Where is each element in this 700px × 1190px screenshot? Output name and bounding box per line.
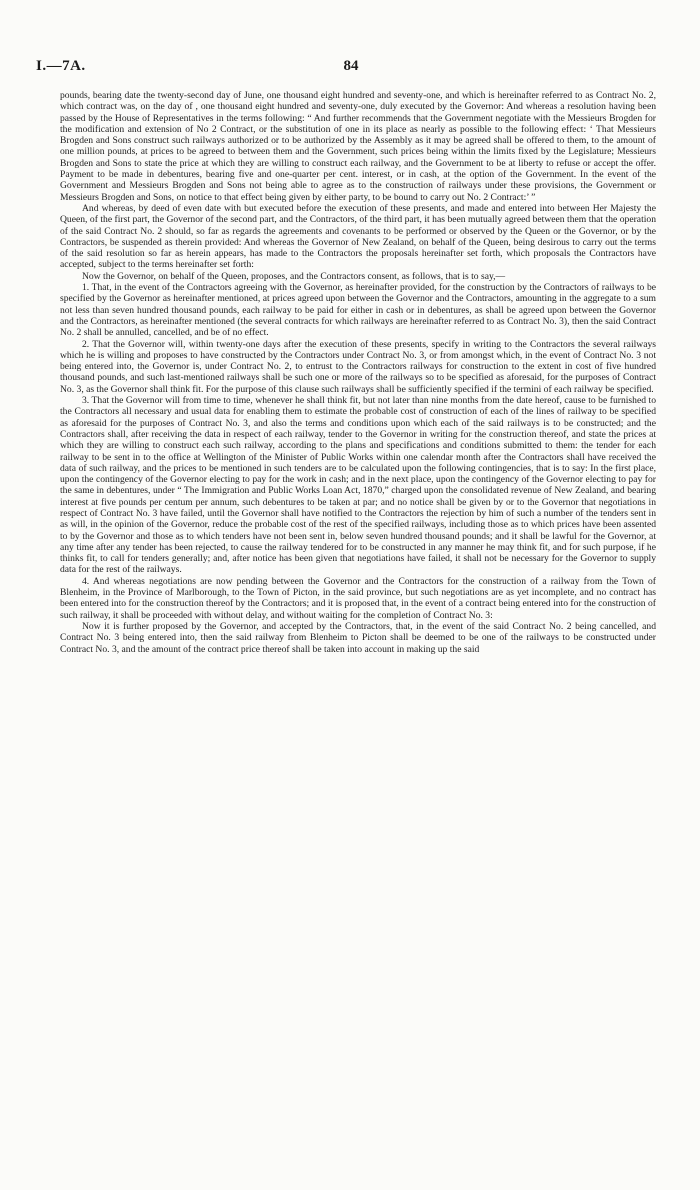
paragraph-clause-3: 3. That the Governor will from time to time, whenever he shall think fit, but not later than nine months from the date hereof, cause to be furnished to the Contractors all necessary and usual data for enabling them to estimate the probable cost of construction of each of the lines of railway to be specified as aforesaid for the purposes of Contract No. 3, and also the terms and conditions upon which each of the said railways is to be constructed; and the Contractors shall, after receiving the data in respect of each railway, tender to the Governor in writing for the construction thereof, and state the prices at which they are willing to construct each such railway, according to the plans and specifications and conditions submitted to them: the tender for each railway to be sent in to the office at Wellington of the Minister of Public Works within one calendar month after the Contractors shall have received the data of such railway, and the prices to be mentioned in such tenders are to be calculated upon the following contingencies, that is to say: In the first place, upon the contingency of the Governor electing to pay for the work in cash; and in the next place, upon the contingency of the Governor electing to pay for the same in debentures, under “ The Immigration and Public Works Loan Act, 1870,” charged upon the consolidated revenue of New Zealand, and bearing interest at five pounds per centum per annum, such debentures to be taken at par; and no notice shall be given by or to the Governor that negotiations in respect of Contract No. 3 have failed, until the Governor shall have notified to the Contractors the rejection by him of such a number of the tenders sent in as will, in the opinion of the Governor, reduce the probable cost of the rest of the specified railways, including those as to which prices have been assented to by the Governor and those as to which tenders have not been sent in, below seven hundred thousand pounds; and it shall be lawful for the Governor, at any time after any tender has been rejected, to cause the railway tendered for to be constructed in any manner he may think fit, and for such purpose, if he thinks fit, to call for tenders generally; and, after notice has been given that negotiations have failed, it shall not be necessary for the Governor to supply data for the rest of the railways. [60,395,656,576]
paragraph-continuation: pounds, bearing date the twenty-second day of June, one thousand eight hundred and seventy-one, and which is hereinafter referred to as Contract No. 2, which contract was, on the day of , one thousand eight hundred and seventy-one, duly executed by the Governor: And whereas a resolution having been passed by the House of Representatives in the terms following: “ And further recommends that the Government negotiate with the Messieurs Brogden for the modification and extension of No 2 Contract, or the substitution of one in its place as nearly as possible to the following effect: ‘ That Messieurs Brogden and Sons construct such railways authorized or to be authorized by the Assembly as it may be agreed shall be offered to them, to the amount of one million pounds, at prices to be agreed to between them and the Government, such prices being within the limits fixed by the Legislature; Messieurs Brogden and Sons to state the price at which they are willing to construct each railway, and the Government to be at liberty to refuse or accept the offer. Payment to be made in debentures, bearing five and one-quarter per cent. interest, or in cash, at the option of the Government. In the event of the Government and Messieurs Brogden and Sons not being able to agree as to the construction of railways under these provisions, the Government or Messieurs Brogden and Sons, on notice to that effect being given by either party, to be bound to carry out No. 2 Contract:’ ” [60,90,656,203]
document-body [60,90,656,655]
paragraph-now-governor: Now the Governor, on behalf of the Queen, proposes, and the Contractors consent, as follows, that is to say,— [82,270,506,282]
paragraph-now-further: Now it is further proposed by the Governor, and accepted by the Contractors, that, in the event of the said Contract No. 2 being cancelled, and Contract No. 3 being entered into, then the said railway from Blenheim to Picton shall be deemed to be one of the railways to be constructed under Contract No. 3, and the amount of the contract price thereof shall be taken into account in making up the said [60,620,656,655]
paragraph-clause-4: 4. And whereas negotiations are now pending between the Governor and the Contractors for the construction of a railway from the Town of Blenheim, in the Province of Marlborough, to the Town of Picton, in the said province, but such negotiations are as yet incomplete, and no contract has been entered into for the construction thereof by the Contractors; and it is proposed that, in the event of a contract being entered into for the construction of such railway, it shall be proceeded with without delay, and without waiting for the completion of Contract No. 3: [60,575,656,621]
paragraph-whereas-deed: And whereas, by deed of even date with but executed before the execution of these presents, and made and entered into between Her Majesty the Queen, of the first part, the Governor of the second part, and the Contractors, of the third part, it has been mutually agreed between them that the operation of the said Contract No. 2 should, so far as regards the agreements and covenants to be performed or observed by the Queen or the Governor, or by the Contractors, be suspended as therein provided: And whereas the Governor of New Zealand, on behalf of the Queen, being desirous to carry out the terms of the said resolution so far as herein appears, has made to the Contractors the proposals hereinafter set forth, which proposals the Contractors have accepted, subject to the terms hereinafter set forth: [60,202,656,271]
page-number: 84 [343,58,359,74]
paragraph-clause-1: 1. That, in the event of the Contractors agreeing with the Governor, as hereinafter provided, for the construction by the Contractors of railways to be specified by the Governor as hereinafter mentioned, at prices agreed upon between the Governor and the Contractors, amounting in the aggregate to a sum not less than seven hundred thousand pounds, each railway to be paid for either in cash or in debentures, as shall be agreed upon between the Governor and the Contractors, as hereinafter mentioned (the several contracts for which railways are hereinafter referred to as Contract No. 3), then the said Contract No. 2 shall be annulled, cancelled, and be of no effect. [60,282,656,339]
page-header [36,58,666,80]
paragraph-clause-2: 2. That the Governor will, within twenty-one days after the execution of these presents, specify in writing to the Contractors the several railways which he is willing and proposes to have constructed by the Contractors under Contract No. 3, or from amongst which, in the event of Contract No. 3 not being entered into, the Governor is, under Contract No. 2, to entrust to the Contractors railways for construction to the extent in cost of five hundred thousand pounds, and such last-mentioned railways shall be such one or more of the railways so to be specified as aforesaid, for the purposes of Contract No. 3, as the Governor shall think fit. For the purpose of this clause such railways shall be sufficiently specified if the termini of each railway be specified. [60,338,656,395]
document-reference: I.—7A. [36,58,86,74]
